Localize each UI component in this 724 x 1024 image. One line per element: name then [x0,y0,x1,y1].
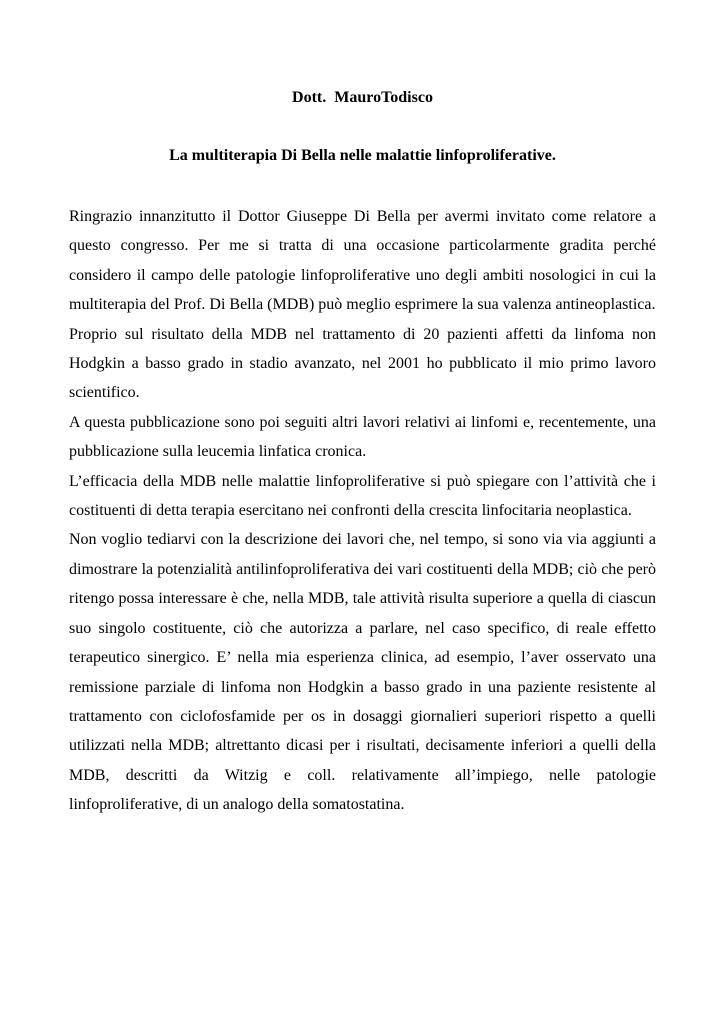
paragraph-further-works: A questa pubblicazione sono poi seguiti altri lavori relativi ai linfomi e, recentemente, una pubblicazione sulla leucemia linfatica cronica. [69,413,656,461]
paragraph-efficacy: L’efficacia della MDB nelle malattie linfoproliferative si può spiegare con l’attività che i costituenti di detta terapia esercitano nei confronti della crescita linfocitaria neoplastica. [69,472,656,520]
document-body [69,202,656,820]
paragraph-synergy: Non voglio tediarvi con la descrizione dei lavori che, nel tempo, si sono via via aggiunti a dimostrare la potenzialità antilinfoproliferativa dei vari costituenti della MDB; ciò che però ritengo possa interessare è che, nella MDB, tale attività risulta superiore a quella di ciascun suo singolo costituente, ciò che autorizza a parlare, nel caso specifico, di reale effetto terapeutico sinergico. E’ nella mia esperienza clinica, ad esempio, l’aver osservato una remissione parziale di linfoma non Hodgkin a basso grado in una paziente resistente al trattamento con ciclofosfamide per os in dosaggi giornalieri superiori rispetto a quelli utilizzati nella MDB; altrettanto dicasi per i risultati, decisamente inferiori a quelli della MDB, descritti da Witzig e coll. relativamente all’impiego, nelle patologie linfoproliferative, di un analogo della somatostatina. [69,531,656,814]
document-title: La multiterapia Di Bella nelle malattie linfoproliferative. [169,147,556,164]
author-line: Dott. MauroTodisco [292,89,433,106]
paragraph-intro: Ringrazio innanzitutto il Dottor Giuseppe Di Bella per avermi invitato come relatore a questo congresso. Per me si tratta di una occasione particolarmente gradita perché considero il campo delle patologie linfoproliferative uno degli ambiti nosologici in cui la multiterapia del Prof. Di Bella (MDB) può meglio esprimere la sua valenza antineoplastica. [69,208,656,314]
paragraph-first-study: Proprio sul risultato della MDB nel trattamento di 20 pazienti affetti da linfoma non Hodgkin a basso grado in stadio avanzato, nel 2001 ho pubblicato il mio primo lavoro scientifico. [69,325,656,402]
